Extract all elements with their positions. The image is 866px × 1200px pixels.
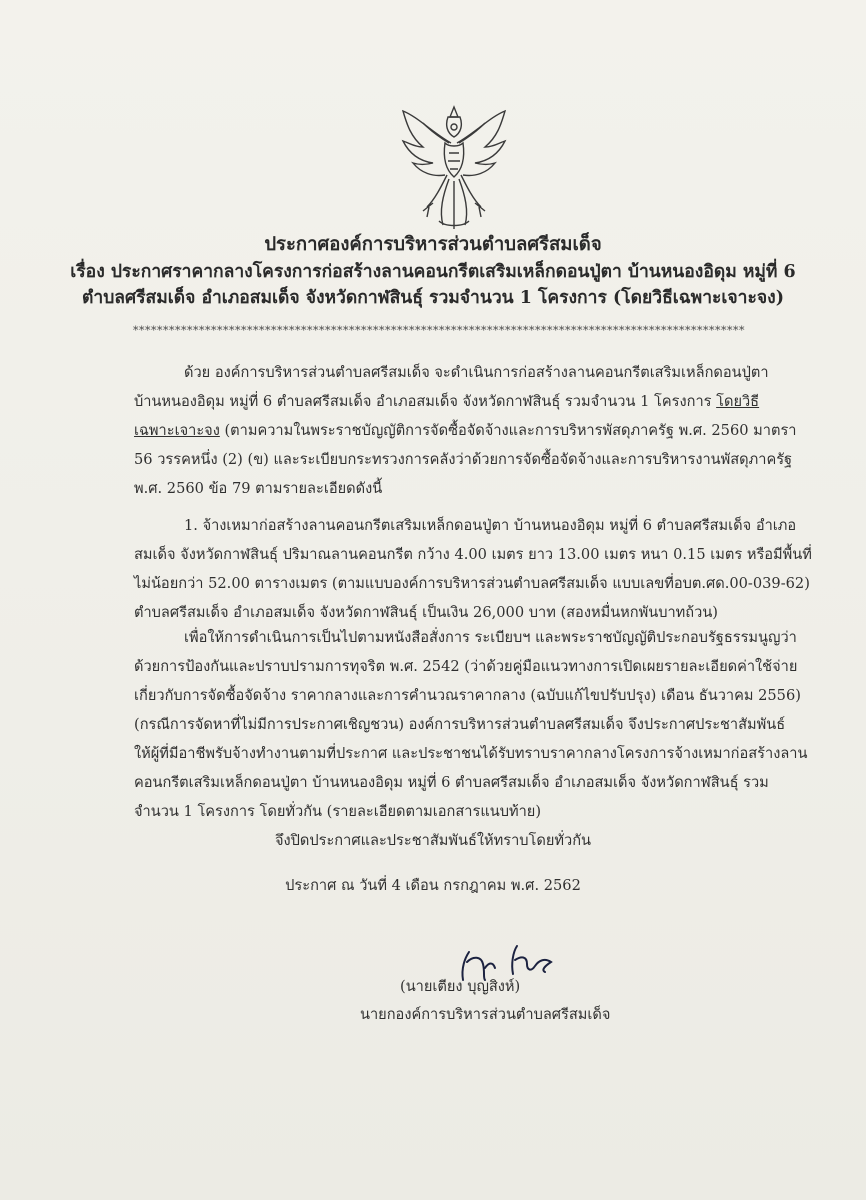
para3-line4: (กรณีการจัดหาที่ไม่มีการประกาศเชิญชวน) องค์การบริหารส่วนตำบลศรีสมเด็จ จึงประกาศประชาสัมพันธ์ [134,716,786,733]
para3-line7: จำนวน 1 โครงการ โดยทั่วกัน (รายละเอียดตามเอกสารแนบท้าย) [134,803,542,820]
subject-line-2: ตำบลศรีสมเด็จ อำเภอสมเด็จ จังหวัดกาฬสินธุ์ รวมจำนวน 1 โครงการ (โดยวิธีเฉพาะเจาะจง) [82,288,784,308]
closing-statement: จึงปิดประกาศและประชาสัมพันธ์ให้ทราบโดยทั่วกัน [274,832,592,849]
para1-line2 [134,387,784,416]
para3-line6: คอนกรีตเสริมเหล็กดอนปู่ตา บ้านหนองอิดุม หมู่ที่ 6 ตำบลศรีสมเด็จ อำเภอสมเด็จ จังหวัดกาฬสินธุ์ รวม [134,774,769,791]
para1-line3-text: (ตามความในพระราชบัญญัติการจัดซื้อจัดจ้างและการบริหารพัสดุภาครัฐ พ.ศ. 2560 มาตรา [219,422,797,439]
para3-line1: เพื่อให้การดำเนินการเป็นไปตามหนังสือสั่งการ ระเบียบฯ และพระราชบัญญัติประกอบรัฐธรรมนูญว่า [184,629,797,646]
para1-line1: ด้วย องค์การบริหารส่วนตำบลศรีสมเด็จ จะดำเนินการก่อสร้างลานคอนกรีตเสริมเหล็กดอนปู่ตา [184,364,769,381]
para2-line1: 1. จ้างเหมาก่อสร้างลานคอนกรีตเสริมเหล็กดอนปู่ตา บ้านหนองอิดุม หมู่ที่ 6 ตำบลศรีสมเด็จ อำเภอ [184,517,797,534]
paragraph-item-1 [134,511,812,627]
paragraph-intro [134,358,797,503]
signatory-position: นายกองค์การบริหารส่วนตำบลศรีสมเด็จ [360,1006,611,1023]
para2-line4: ตำบลศรีสมเด็จ อำเภอสมเด็จ จังหวัดกาฬสินธุ์ เป็นเงิน 26,000 บาท (สองหมื่นหกพันบาทถ้วน) [134,604,718,621]
procurement-method-underlined-1: โดยวิธี [716,393,760,410]
para3-line2: ด้วยการป้องกันและปราบปรามการทุจริต พ.ศ. 2542 (ว่าด้วยคู่มือแนวทางการเปิดเผยรายละเอียดค่าใช้จ่าย [134,658,798,675]
announcement-title: ประกาศองค์การบริหารส่วนตำบลศรีสมเด็จ [264,234,602,255]
para3-line3: เกี่ยวกับการจัดซื้อจัดจ้าง ราคากลางและการคำนวณราคากลาง (ฉบับแก้ไขปรับปรุง) เดือน ธันวาคม 2556) [134,687,801,704]
procurement-method-underlined-2: เฉพาะเจาะจง [134,422,220,439]
paragraph-disclosure [134,623,808,826]
para2-line2: สมเด็จ จังหวัดกาฬสินธุ์ ปริมาณลานคอนกรีต กว้าง 4.00 เมตร ยาว 13.00 เมตร หนา 0.15 เมตร หรือมีพื้นที่ [134,546,812,563]
signatory-name: (นายเตียง บุญสิงห์) [400,978,521,995]
garuda-emblem-icon [393,103,515,233]
subject-line-1: เรื่อง ประกาศราคากลางโครงการก่อสร้างลานคอนกรีตเสริมเหล็กดอนปู่ตา บ้านหนองอิดุม หมู่ที่ 6 [70,262,796,282]
para1-line3 [134,416,797,445]
para2-line3: ไม่น้อยกว่า 52.00 ตารางเมตร (ตามแบบองค์การบริหารส่วนตำบลศรีสมเด็จ แบบเลขที่อบต.ศด.00-039-62) [134,575,810,592]
separator-line: ****************************************************************************************************** [133,324,745,337]
para1-line4: 56 วรรคหนึ่ง (2) (ข) และระเบียบกระทรวงการคลังว่าด้วยการจัดซื้อจัดจ้างและการบริหารงานพัสดุภาครัฐ [134,451,793,468]
para1-line2-text: บ้านหนองอิดุม หมู่ที่ 6 ตำบลศรีสมเด็จ อำเภอสมเด็จ จังหวัดกาฬสินธุ์ รวมจำนวน 1 โครงการ [134,393,717,410]
announcement-date: ประกาศ ณ วันที่ 4 เดือน กรกฎาคม พ.ศ. 2562 [285,877,581,894]
para3-line5: ให้ผู้ที่มีอาชีพรับจ้างทำงานตามที่ประกาศ และประชาชนได้รับทราบราคากลางโครงการจ้างเหมาก่อสร้างลาน [134,745,808,762]
para1-line5: พ.ศ. 2560 ข้อ 79 ตามรายละเอียดดังนี้ [134,480,383,497]
